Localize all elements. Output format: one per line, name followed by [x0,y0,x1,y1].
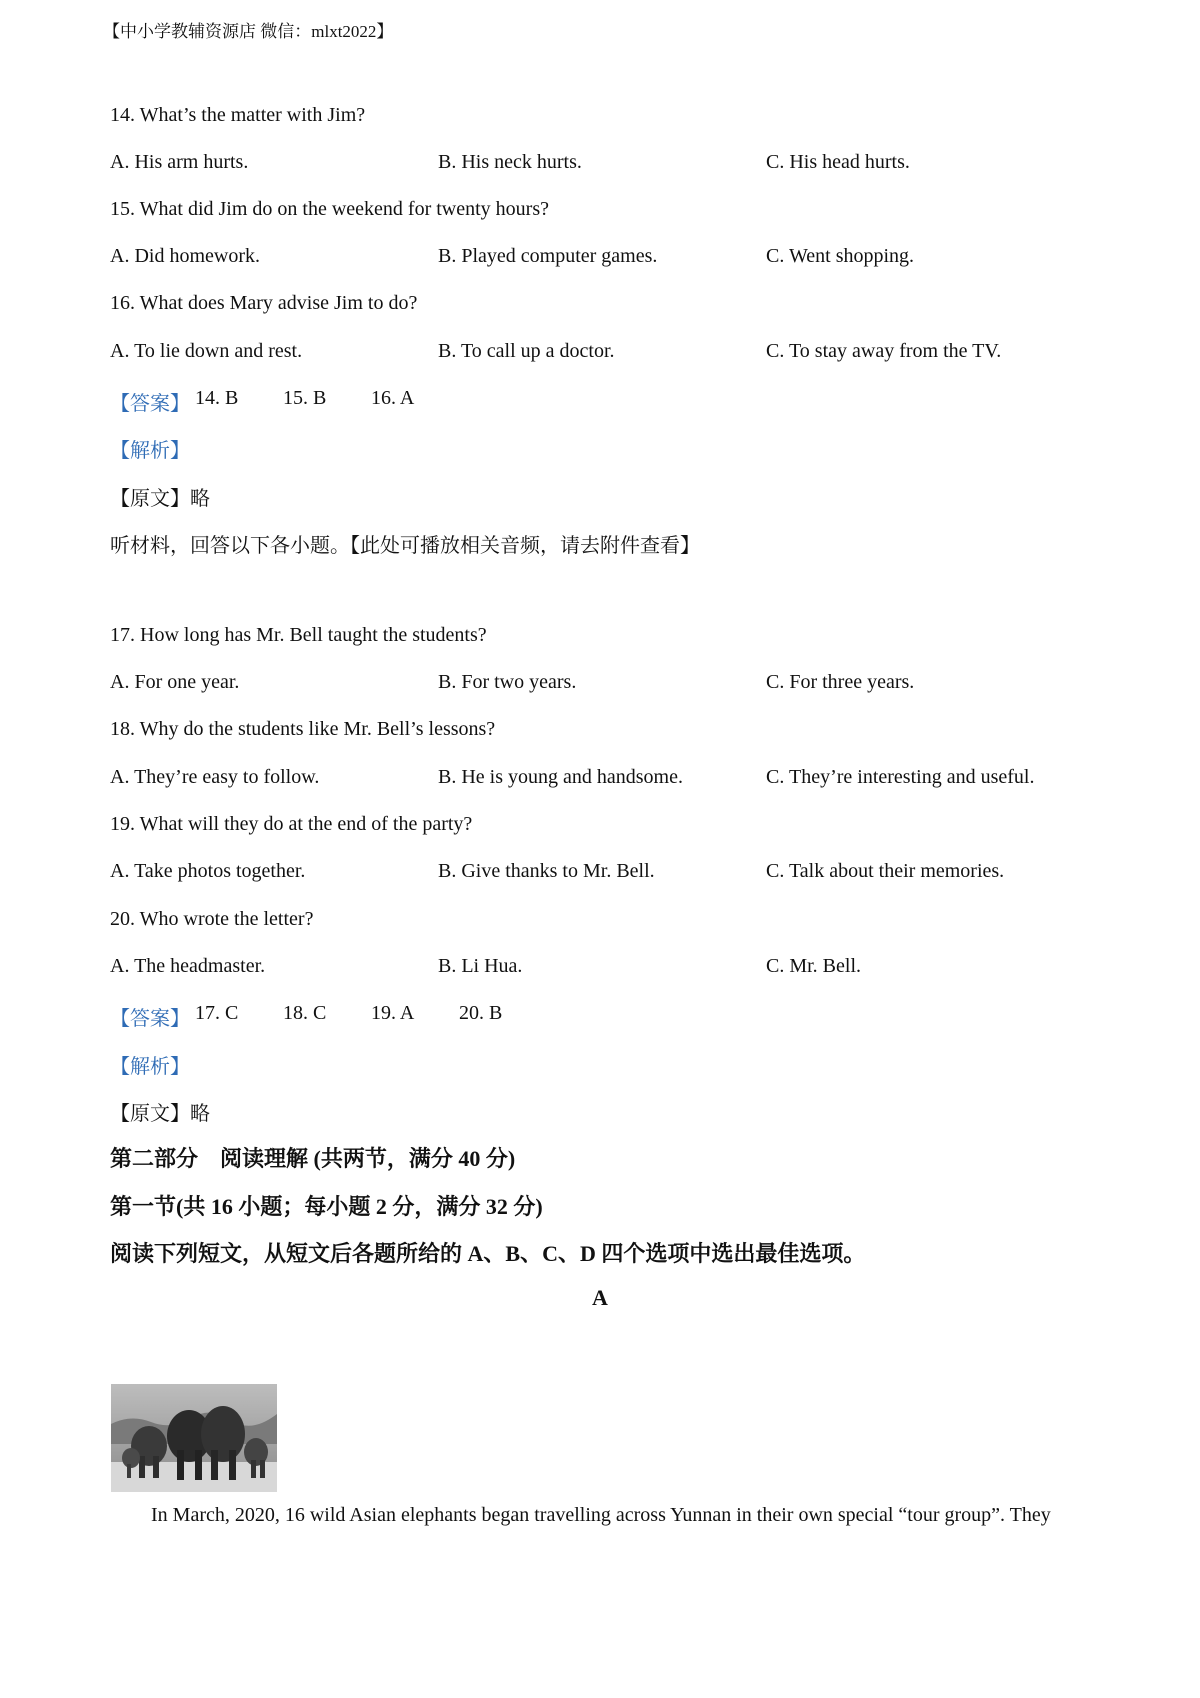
option-b: B. Give thanks to Mr. Bell. [438,860,655,882]
option-b: B. For two years. [438,671,577,693]
answer-16: 16. A [371,387,415,409]
answer-row-2 [110,1002,710,1030]
option-a: A. For one year. [110,671,240,693]
option-c: C. Went shopping. [766,245,915,267]
question-16: 16. What does Mary advise Jim to do? [110,292,418,314]
question-20: 20. Who wrote the letter? [110,908,314,930]
elephants-photo [111,1384,277,1492]
answer-18: 18. C [283,1002,327,1024]
reading-instruction: 阅读下列短文，从短文后各题所给的 A、B、C、D 四个选项中选出最佳选项。 [110,1241,866,1266]
passage-label: A [592,1285,608,1310]
options-18 [110,766,1090,794]
answer-14: 14. B [195,387,239,409]
options-17 [110,671,1090,699]
option-a: A. Did homework. [110,245,260,267]
option-c: C. For three years. [766,671,915,693]
answer-15: 15. B [283,387,327,409]
option-b: B. Played computer games. [438,245,658,267]
option-b: B. To call up a doctor. [438,340,615,362]
question-18: 18. Why do the students like Mr. Bell’s lessons? [110,718,496,740]
answer-label: 【答案】 [110,1008,190,1030]
analysis-label: 【解析】 [110,1056,190,1078]
part2-heading: 第二部分 阅读理解 (共两节，满分 40 分) [110,1146,516,1171]
option-c: C. They’re interesting and useful. [766,766,1035,788]
section1-heading: 第一节(共 16 小题；每小题 2 分，满分 32 分) [110,1194,543,1219]
option-a: A. His arm hurts. [110,151,249,173]
option-a: A. To lie down and rest. [110,340,303,362]
question-19: 19. What will they do at the end of the party? [110,813,473,835]
option-a: A. The headmaster. [110,955,266,977]
question-17: 17. How long has Mr. Bell taught the students? [110,624,487,646]
options-20 [110,955,1090,983]
question-14: 14. What’s the matter with Jim? [110,104,366,126]
option-c: C. Mr. Bell. [766,955,862,977]
answer-row-1 [110,387,710,415]
option-a: A. Take photos together. [110,860,306,882]
option-b: B. Li Hua. [438,955,523,977]
option-c: C. His head hurts. [766,151,910,173]
answer-label: 【答案】 [110,393,190,415]
analysis-label: 【解析】 [110,440,190,462]
original-text: 【原文】略 [110,488,210,510]
answer-17: 17. C [195,1002,239,1024]
option-c: C. To stay away from the TV. [766,340,1002,362]
watermark-header: 【中小学教辅资源店 微信：mlxt2022】 [103,22,394,41]
original-text: 【原文】略 [110,1103,210,1125]
passage-first-line: In March, 2020, 16 wild Asian elephants began travelling across Yunnan in their own special “tour group”. They [151,1504,1051,1526]
option-c: C. Talk about their memories. [766,860,1005,882]
answer-20: 20. B [459,1002,503,1024]
option-a: A. They’re easy to follow. [110,766,320,788]
option-b: B. His neck hurts. [438,151,582,173]
options-19 [110,860,1090,888]
question-15: 15. What did Jim do on the weekend for twenty hours? [110,198,549,220]
options-15 [110,245,1090,273]
options-14 [110,151,1090,179]
answer-19: 19. A [371,1002,415,1024]
option-b: B. He is young and handsome. [438,766,683,788]
options-16 [110,340,1090,368]
listen-instruction: 听材料，回答以下各小题。【此处可播放相关音频，请去附件查看】 [110,535,700,557]
